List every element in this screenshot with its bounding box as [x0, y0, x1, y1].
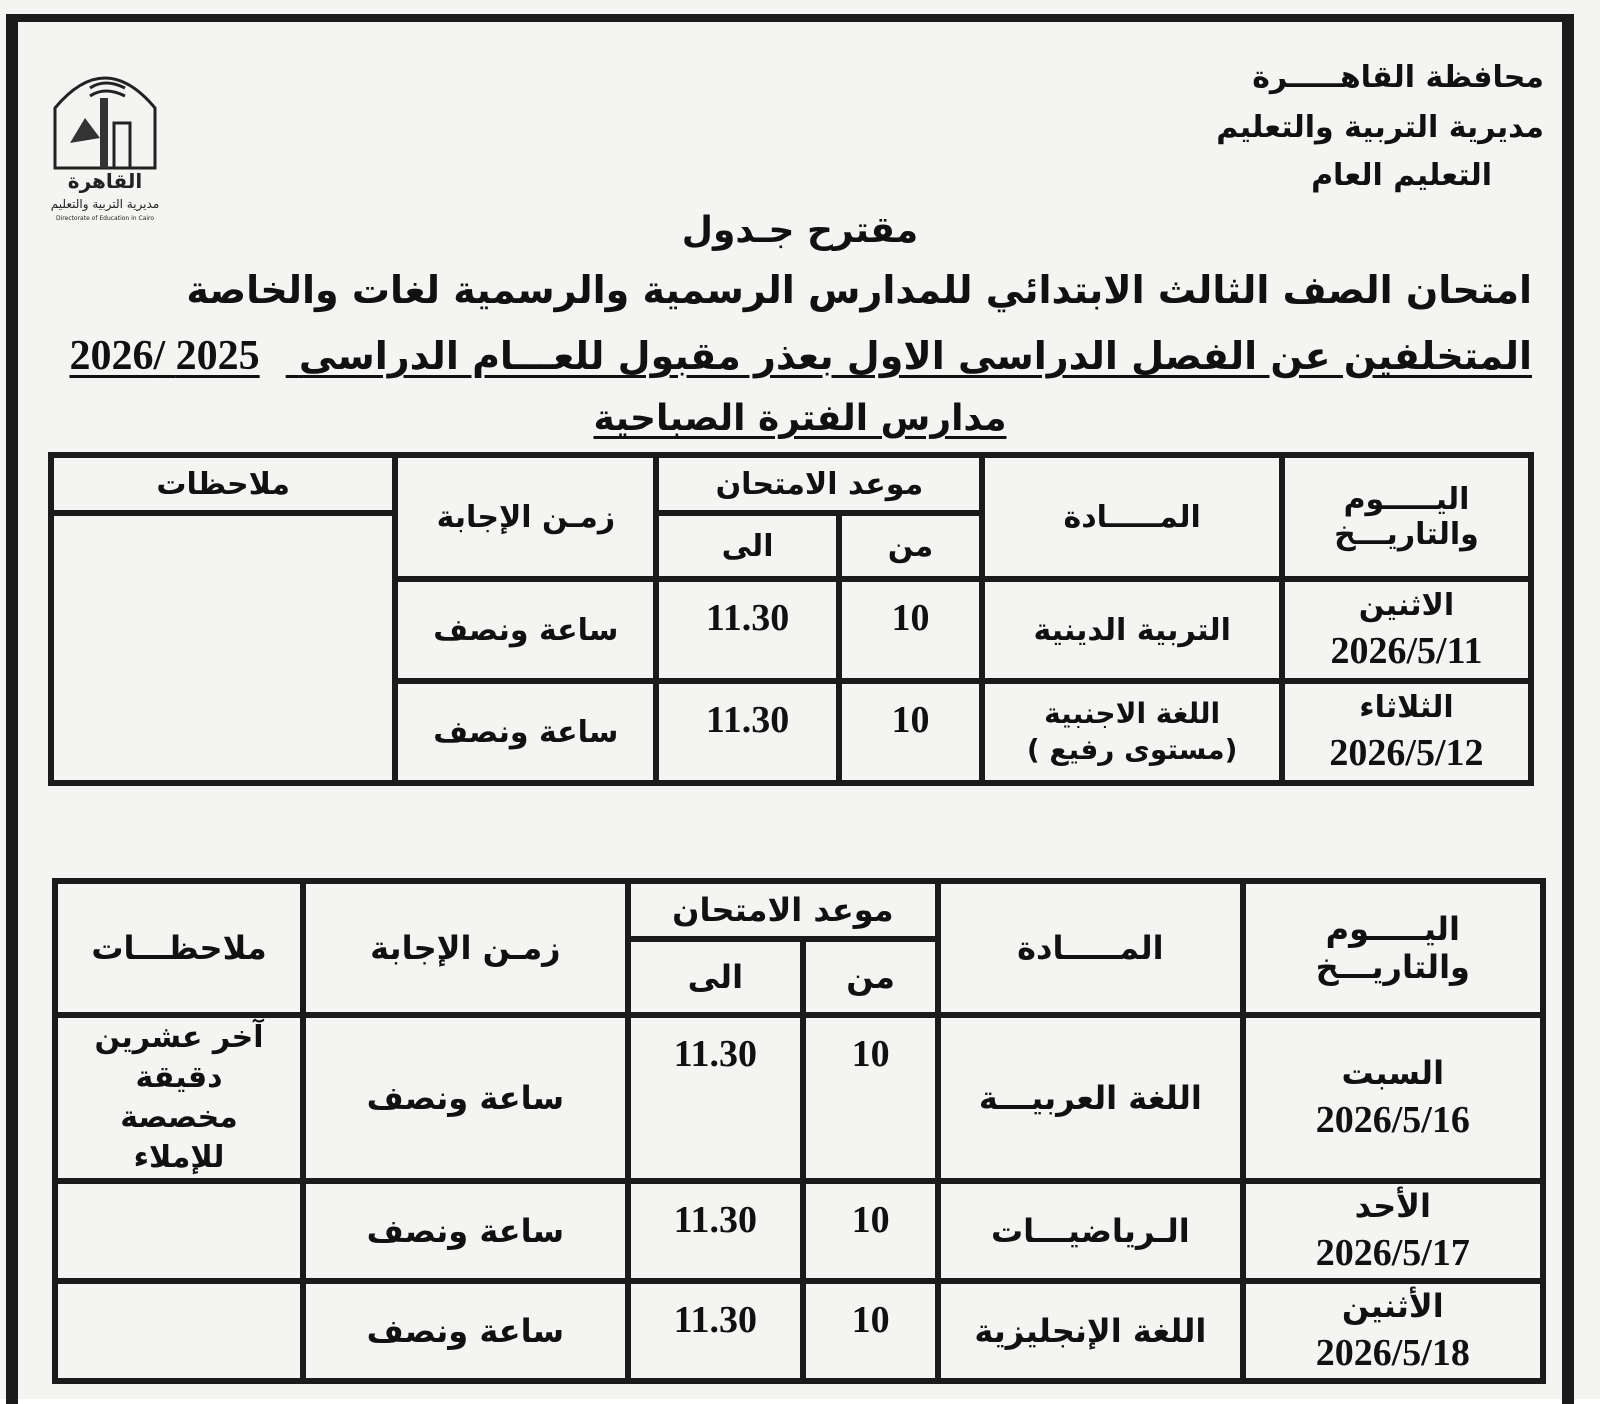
logo-english: Directorate of Education in Cairo	[55, 215, 155, 222]
header-from: من	[842, 516, 980, 576]
header-governorate: محافظة القاهـــــرة	[1252, 60, 1544, 95]
duration-cell: ساعة ونصف	[398, 684, 653, 780]
notes-cell	[54, 516, 392, 780]
date-value: 2026/5/11	[1330, 629, 1483, 672]
duration-cell: ساعة ونصف	[306, 1184, 625, 1278]
title-proposal: مقترح جـدول	[681, 210, 919, 251]
day-name: الثلاثاء	[1359, 689, 1454, 725]
header-to: الى	[631, 942, 800, 1012]
date-value: 2026/5/12	[1329, 731, 1484, 774]
duration-cell: ساعة ونصف	[398, 582, 653, 678]
header-subject: المـــــادة	[941, 884, 1239, 1012]
date-value: 2026/5/17	[1315, 1232, 1470, 1274]
logo-title: القاهرة	[67, 169, 143, 193]
day-name: الاثنين	[1358, 587, 1455, 623]
date-value: 2026/5/16	[1315, 1099, 1470, 1141]
to-cell: 11.30	[659, 582, 835, 678]
day-date-cell	[1246, 1184, 1540, 1278]
day-date-cell	[1285, 684, 1528, 780]
schedule-table-2	[52, 878, 1546, 1384]
table-row	[58, 1184, 1540, 1278]
subject-cell: التربية الدينية	[985, 582, 1279, 678]
day-date-cell	[1285, 582, 1528, 678]
to-cell: 11.30	[659, 684, 835, 780]
table-row	[58, 1018, 1540, 1178]
subject-cell: الـرياضيـــات	[941, 1184, 1239, 1278]
notes-cell	[58, 1184, 300, 1278]
header-exam-time: موعد الامتحان	[631, 884, 935, 936]
day-name: السبت	[1341, 1054, 1445, 1092]
day-date-cell	[1246, 1018, 1540, 1178]
header-to: الى	[659, 516, 835, 576]
title-absentees-text: المتخلفين عن الفصل الدراسى الاول بعذر مقبول للعـــام الدراسى	[298, 334, 1532, 378]
header-general-education: التعليم العام	[1311, 158, 1492, 193]
from-cell: 10	[842, 582, 980, 678]
header-exam-time: موعد الامتحان	[659, 458, 979, 510]
table-row	[58, 1284, 1540, 1378]
duration-cell: ساعة ونصف	[306, 1284, 625, 1378]
subject-cell: اللغة العربيـــة	[941, 1018, 1239, 1178]
day-name: الأحد	[1354, 1187, 1431, 1225]
logo-subtitle: مديرية التربية والتعليم	[50, 197, 160, 211]
from-cell: 10	[806, 1284, 935, 1378]
to-cell: 11.30	[631, 1184, 800, 1278]
header-duration: زمـن الإجابة	[398, 458, 653, 576]
title-exam: امتحان الصف الثالث الابتدائي للمدارس الرسمية والرسمية لغات والخاصة	[186, 268, 1532, 312]
header-day-date: اليـــــوم والتاريـــخ	[1246, 884, 1540, 1012]
title-morning-schools: مدارس الفترة الصباحية	[593, 398, 1007, 439]
date-value: 2026/5/18	[1315, 1332, 1470, 1374]
schedule-table-1	[48, 452, 1534, 786]
header-from: من	[806, 942, 935, 1012]
subject-cell: اللغة الاجنبية (مستوى رفيع )	[985, 684, 1279, 780]
from-cell: 10	[806, 1184, 935, 1278]
notes-cell	[58, 1284, 300, 1378]
title-absentees	[69, 332, 1532, 380]
header-directorate: مديرية التربية والتعليم	[1216, 110, 1544, 145]
from-cell: 10	[842, 684, 980, 780]
notes-cell: آخر عشرين دقيقة مخصصة للإملاء	[58, 1018, 300, 1178]
header-day-date: اليـــــوم والتاريـــخ	[1285, 458, 1528, 576]
day-name: الأثنين	[1341, 1287, 1444, 1325]
header-subject: المـــــادة	[985, 458, 1279, 576]
from-cell: 10	[806, 1018, 935, 1178]
cairo-directorate-logo	[30, 48, 180, 228]
subject-cell: اللغة الإنجليزية	[941, 1284, 1239, 1378]
title-year: 2025 /2026	[69, 333, 260, 379]
header-notes: ملاحظات	[54, 458, 392, 510]
to-cell: 11.30	[631, 1018, 800, 1178]
to-cell: 11.30	[631, 1284, 800, 1378]
day-date-cell	[1246, 1284, 1540, 1378]
duration-cell: ساعة ونصف	[306, 1018, 625, 1178]
header-duration: زمـن الإجابة	[306, 884, 625, 1012]
header-notes: ملاحظـــات	[58, 884, 300, 1012]
